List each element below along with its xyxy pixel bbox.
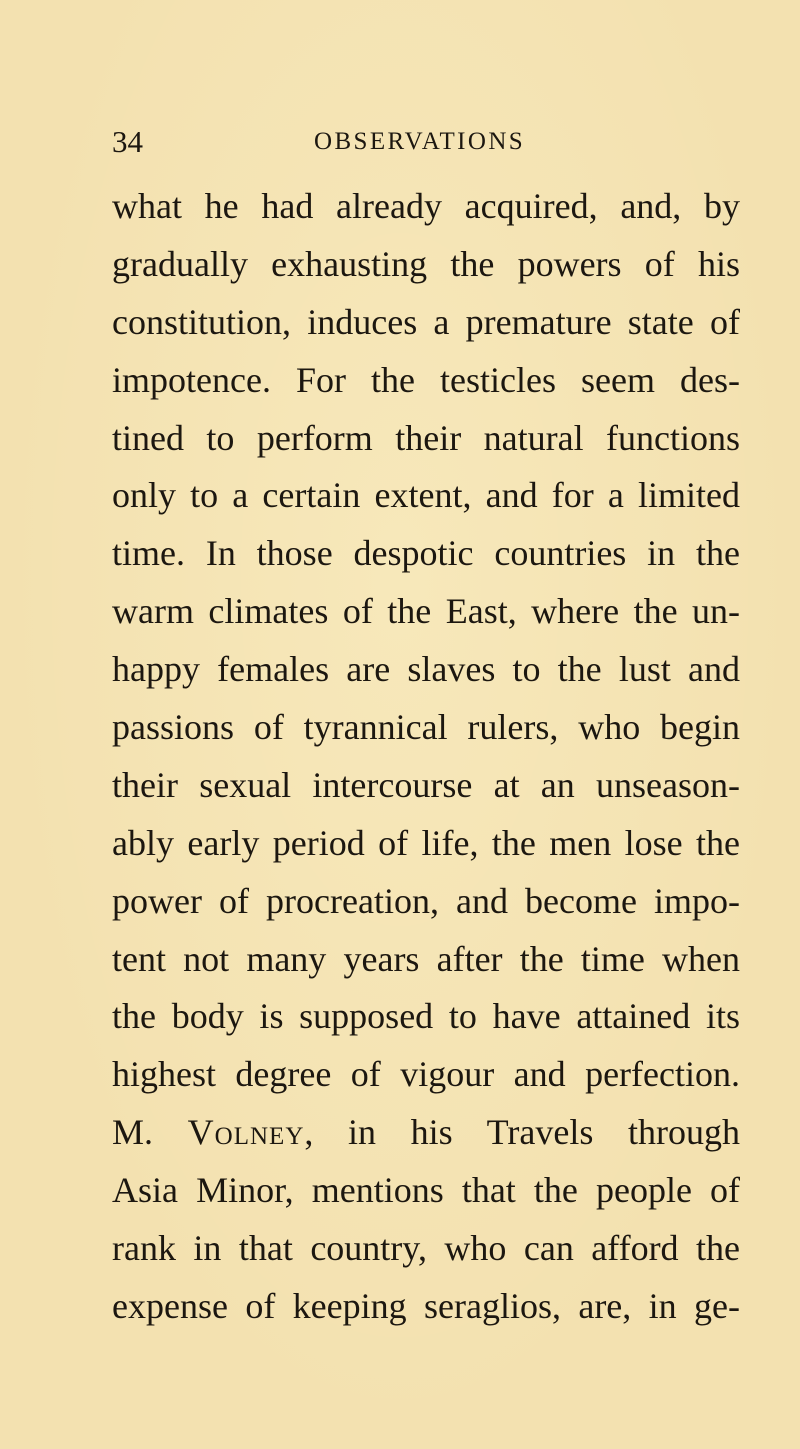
page-header (112, 122, 712, 162)
text-line-volney (112, 1104, 740, 1162)
text-line: time. In those despotic countries in the (112, 533, 740, 574)
text-line: rank in that country, who can afford the (112, 1228, 740, 1269)
text-line: highest degree of vigour and perfection. (112, 1054, 740, 1095)
text-line: impotence. For the testicles seem des- (112, 359, 740, 400)
text-line: tent not many years after the time when (112, 938, 740, 979)
text-line: only to a certain extent, and for a limited (112, 475, 740, 516)
text-line: passions of tyrannical rulers, who begin (112, 707, 740, 748)
body-text (112, 178, 740, 1336)
text-line: Asia Minor, mentions that the people of (112, 1170, 740, 1211)
text-line: warm climates of the East, where the un- (112, 591, 740, 632)
text-line: ably early period of life, the men lose the (112, 822, 740, 863)
running-head: OBSERVATIONS (314, 128, 526, 155)
line-prefix: M. (112, 1112, 188, 1153)
text-line: power of procreation, and become impo- (112, 880, 740, 921)
text-line: constitution, induces a premature state of (112, 301, 740, 342)
text-line: their sexual intercourse at an unseason- (112, 764, 740, 805)
text-line: gradually exhausting the powers of his (112, 243, 740, 284)
author-name-small-caps: Volney (187, 1112, 305, 1153)
text-line: what he had already acquired, and, by (112, 186, 740, 226)
text-line: happy females are slaves to the lust and (112, 649, 740, 690)
text-line: expense of keeping seraglios, are, in ge- (112, 1285, 740, 1326)
page-number: 34 (112, 124, 143, 159)
line-suffix: , in his Travels through (304, 1112, 740, 1153)
text-line: the body is supposed to have attained its (112, 996, 740, 1037)
text-line: tined to perform their natural functions (112, 417, 740, 458)
